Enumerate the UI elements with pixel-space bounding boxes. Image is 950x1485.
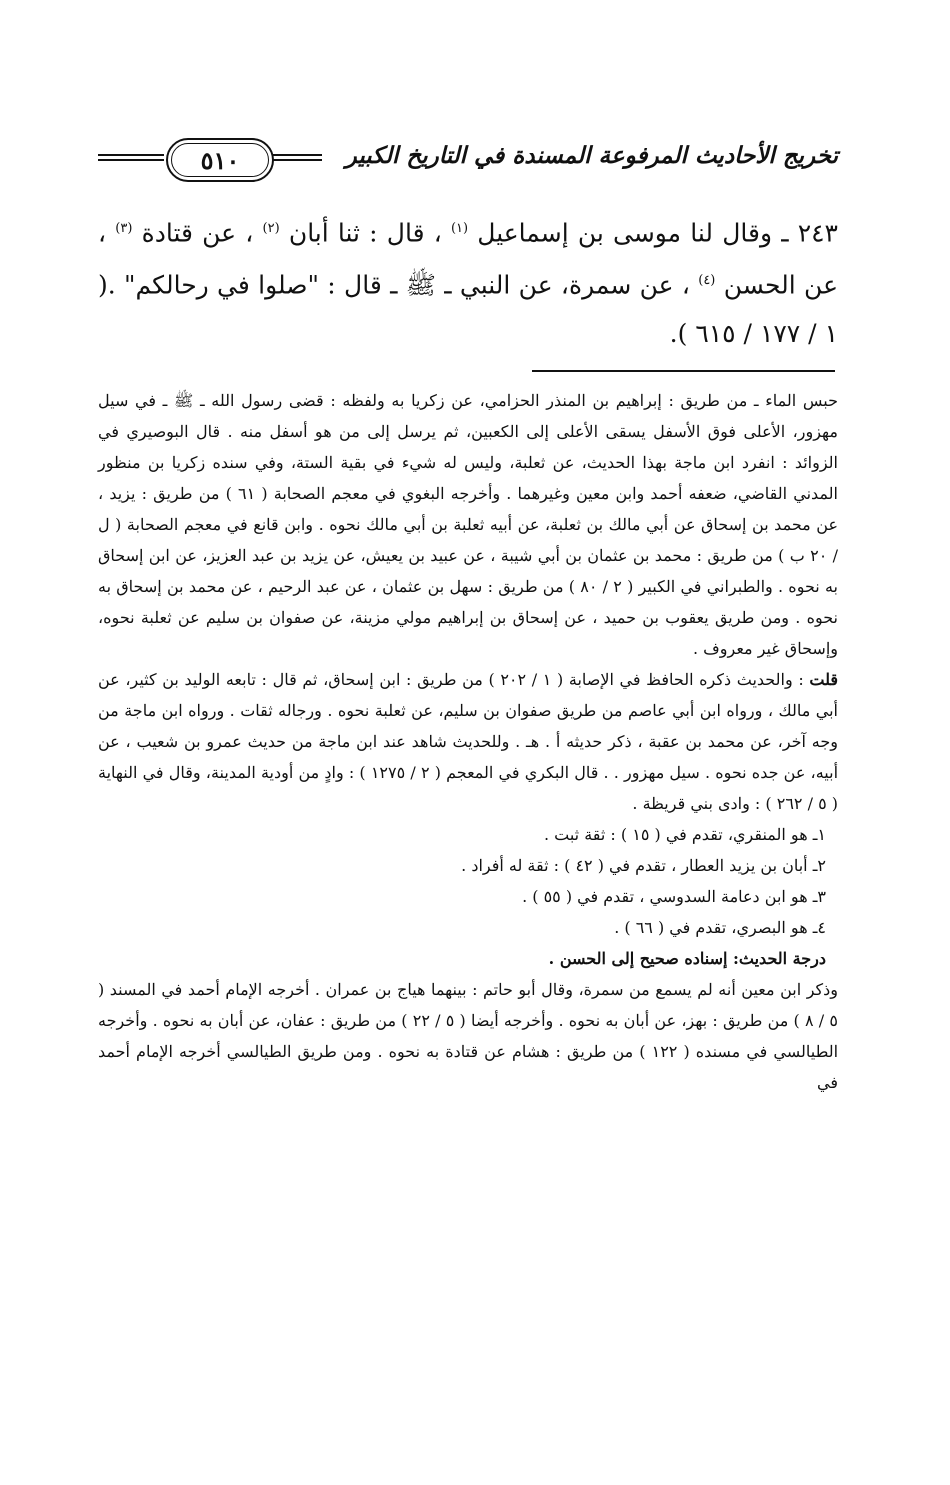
footnote-ref-1: (١) [450,221,469,236]
footnote-separator [532,370,835,372]
footnote-closing: وذكر ابن معين أنه لم يسمع من سمرة، وقال أبو حاتم : بينهما هياج بن عمران . أخرجه الإمام أحمد في المسند ( ٥ / ٨ ) من طريق : بهز، عن أبان به نحوه . وأخرجه أيضا ( ٥ / ٢٢ ) من طريق : عفان، عن أبان به نحوه . وأخرجه الطيالسي في مسنده ( ١٢٢ ) من طريق : هشام عن قتادة به نحوه . ومن طريق الطيالسي أخرجه الإمام أحمد في [98,980,839,1092]
hadith-part-2: ، قال : ثنا أبان [288,218,442,248]
hadith-part-5: ، عن سمرة، عن النبي ـ ﷺ ـ قال : "صلوا في رحالكم" .( ١ / ١٧٧ / ٦١٥ ). [98,270,838,348]
page-number: ٥١٠ [200,145,240,175]
footnote-ref-2: (٢) [262,221,280,236]
header-rule-right [272,154,322,161]
hadith-part-4: ، عن الحسن [98,218,838,300]
hadith-part-1: ٢٤٣ ـ وقال لنا موسى بن إسماعيل [477,218,838,248]
qult-text: : والحديث ذكره الحافظ في الإصابة ( ١ / ٢٠٢ ) من طريق : ابن إسحاق، ثم قال : تابعه الوليد بن كثير، عن أبي مالك ، ورواه ابن أبي عاصم من طريق صفوان بن سليم، عن ثعلبة نحوه . ورجاله ثقات . ورواه ابن ماجة من وجه آخر، عن محمد بن عقبة ، ذكر حديثه أ . هـ . وللحديث شاهد عند ابن ماجة من حديث عمرو بن شعيب ، عن أبيه، عن جده نحوه . سيل مهزور . . قال البكري في المعجم ( ٢ / ١٢٧٥ ) : وادٍ من أودية المدينة، وقال في النهاية ( ٥ / ٢٦٢ ) : وادى بني قريظة . [98,670,839,813]
footnote-continuation: حبس الماء ـ من طريق : إبراهيم بن المنذر الحزامي، عن زكريا به ولفظه : قضى رسول الله ـ ﷺ ـ في سيل مهزور، الأعلى فوق الأسفل يسقى الأعلى إلى الكعبين، ثم يرسل إلى من هو أسفل منه . قال البوصيري في الزوائد : انفرد ابن ماجة بهذا الحديث، عن ثعلبة، وليس له شيء في بقية الستة، وفي سنده زكريا بن منظور المدني القاضي، ضعفه أحمد وابن معين وغيرهما . وأخرجه البغوي في معجم الصحابة ( ٦١ ) من طريق : يزيد ، عن محمد بن إسحاق عن أبي مالك بن ثعلبة، عن أبيه ثعلبة بن أبي مالك نحوه . وابن قانع في معجم الصحابة ( ل / ٢٠ ب ) من طريق : محمد بن عثمان بن أبي شيبة ، عن عبيد بن يعيش، عن يزيد بن عبد العزيز، عن ابن إسحاق به نحوه . والطبراني في الكبير ( ٢ / ٨٠ ) من طريق : سهل بن عثمان ، عن عبد الرحيم ، عن محمد بن إسحاق به نحوه . ومن طريق يعقوب بن حميد ، عن إسحاق بن إبراهيم مولي مزينة، عن صفوان بن سليم عن ثعلبة نحوه، وإسحاق غير معروف . [98,391,839,658]
footnote-item-1: ١ـ هو المنقري، تقدم في ( ١٥ ) : ثقة ثبت . [543,825,826,844]
page-header [98,138,838,184]
footnotes [98,385,838,1098]
footnote-ref-4: (٤) [698,273,716,289]
qult-label: قلت [809,670,839,689]
page-number-badge [166,138,274,182]
hadith-grade: درجة الحديث: إسناده صحيح إلى الحسن . [548,949,826,968]
footnote-item-2: ٢ـ أبان بن يزيد العطار ، تقدم في ( ٤٢ ) : ثقة له أفراد . [461,856,826,875]
footnote-item-4: ٤ـ هو البصري، تقدم في ( ٦٦ ) . [614,918,826,937]
header-rule-left [98,154,164,161]
hadith-part-3: ، عن قتادة [141,218,254,248]
footnote-ref-3: (٣) [115,221,133,236]
running-title: تخريج الأحاديث المرفوعة المسندة في التاريخ الكبير [345,142,838,169]
footnote-item-3: ٣ـ هو ابن دعامة السدوسي ، تقدم في ( ٥٥ ) . [522,887,826,906]
hadith-text [98,205,838,358]
qult-paragraph [98,664,838,819]
